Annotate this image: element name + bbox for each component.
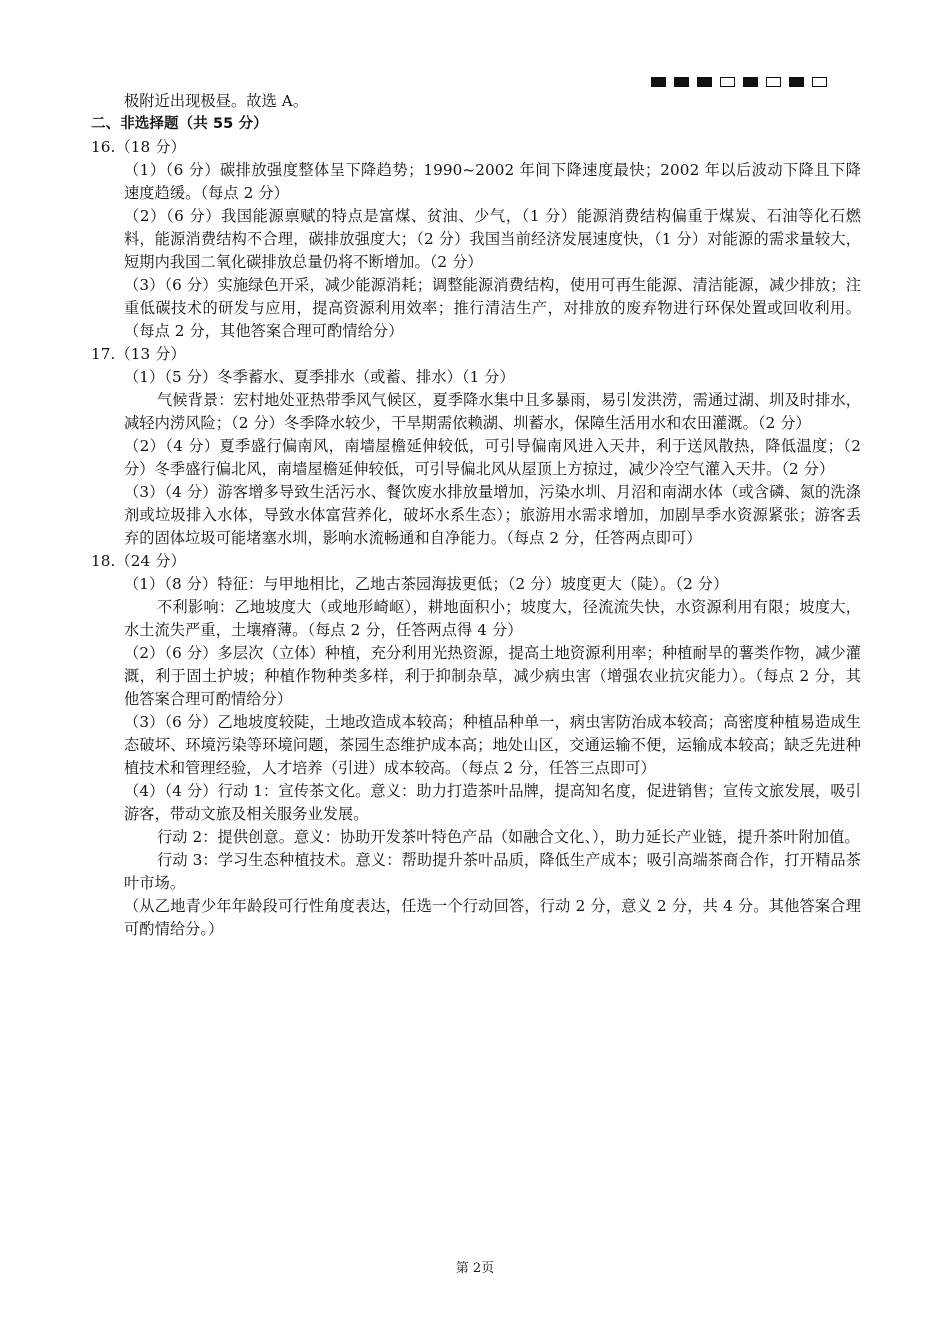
mark-square: [697, 77, 712, 87]
q16-part-3: （3）（6 分）实施绿色开采，减少能源消耗；调整能源消费结构，使用可再生能源、清洁能源，减少排放；注重低碳技术的研发与应用，提高资源利用效率；推行清洁生产，对排放的废弃物进行环保处置或回收利用。（每点 2 分，其他答案合理可酌情给分）: [124, 276, 861, 340]
mark-square: [743, 77, 758, 87]
q16-part-2: （2）（6 分）我国能源禀赋的特点是富煤、贫油、少气，（1 分）能源消费结构偏重于煤炭、石油等化石燃料，能源消费结构不合理，碳排放强度大；（2 分）我国当前经济发展速度快，（1 分）对能源的需求量较大，短期内我国二氧化碳排放总量仍将不断增加。（2 分）: [124, 207, 861, 271]
q18-part-4-action-2: 行动 2：提供创意。意义：协助开发茶叶特色产品（如融合文化、），助力延长产业链，提升茶叶附加值。: [157, 828, 860, 846]
question-18-heading: 18.（24 分）: [91, 552, 186, 570]
q17-part-3: （3）（4 分）游客增多导致生活污水、餐饮废水排放量增加，污染水圳、月沼和南湖水体（或含磷、氮的洗涤剂或垃圾排入水体，导致水体富营养化，破坏水系生态）；旅游用水需求增加，加剧旱季水资源紧张；游客丢弃的固体垃圾可能堵塞水圳，影响水流畅通和自净能力。（每点 2 分，任答两点即可）: [124, 483, 861, 547]
q18-scoring-note: （从乙地青少年年龄段可行性角度表达，任选一个行动回答，行动 2 分，意义 2 分，共 4 分。其他答案合理可酌情给分。）: [124, 897, 861, 938]
answer-content: [91, 90, 861, 941]
section-heading: 二、非选择题（共 55 分）: [91, 116, 268, 132]
mark-square: [789, 77, 804, 87]
mark-square: [720, 77, 735, 87]
q17-part-2: （2）（4 分）夏季盛行偏南风，南墙屋檐延伸较低，可引导偏南风进入天井，利于送风散热，降低温度；（2 分）冬季盛行偏北风，南墙屋檐延伸较低，可引导偏北风从屋顶上方掠过，减少冷空气灌入天井。（2 分）: [124, 437, 861, 478]
q18-part-1-impact: 不利影响：乙地坡度大（或地形崎岖），耕地面积小；坡度大，径流流失快，水资源利用有限；坡度大，水土流失严重，土壤瘠薄。（每点 2 分，任答两点得 4 分）: [124, 598, 861, 639]
page-number: 第 2页: [455, 1261, 495, 1276]
q16-part-1: （1）（6 分）碳排放强度整体呈下降趋势；1990~2002 年间下降速度最快；2002 年以后波动下降且下降速度趋缓。（每点 2 分）: [124, 161, 861, 202]
question-17-heading: 17.（13 分）: [91, 345, 186, 363]
header-marks: [651, 77, 827, 87]
prev-answer-tail: 极附近出现极昼。故选 A。: [124, 92, 309, 110]
question-16-heading: 16.（18 分）: [91, 138, 186, 156]
mark-square: [651, 77, 666, 87]
mark-square: [674, 77, 689, 87]
mark-square: [812, 77, 827, 87]
q17-part-1-climate: 气候背景：宏村地处亚热带季风气候区，夏季降水集中且多暴雨，易引发洪涝，需通过湖、圳及时排水，减轻内涝风险；（2 分）冬季降水较少，干旱期需依赖湖、圳蓄水，保障生活用水和农田灌溉。（2 分）: [124, 391, 861, 432]
q18-part-1: （1）（8 分）特征：与甲地相比，乙地古茶园海拔更低；（2 分）坡度更大（陡）。（2 分）: [124, 575, 729, 593]
q18-part-2: （2）（6 分）多层次（立体）种植，充分利用光热资源，提高土地资源利用率；种植耐旱的薯类作物，减少灌溉，利于固土护坡；种植作物种类多样，利于抑制杂草，减少病虫害（增强农业抗灾能力）。（每点 2 分，其他答案合理可酌情给分）: [124, 644, 861, 708]
q17-part-1: （1）（5 分）冬季蓄水、夏季排水（或蓄、排水）（1 分）: [124, 368, 515, 386]
q18-part-4: （4）（4 分）行动 1：宣传茶文化。意义：助力打造茶叶品牌，提高知名度，促进销售；宣传文旅发展，吸引游客，带动文旅及相关服务业发展。: [124, 782, 861, 823]
q18-part-4-action-3: 行动 3：学习生态种植技术。意义：帮助提升茶叶品质，降低生产成本；吸引高端茶商合作，打开精品茶叶市场。: [124, 851, 861, 892]
mark-square: [766, 77, 781, 87]
q18-part-3: （3）（6 分）乙地坡度较陡，土地改造成本较高；种植品种单一，病虫害防治成本较高；高密度种植易造成生态破坏、环境污染等环境问题，茶园生态维护成本高；地处山区，交通运输不便，运输成本较高；缺乏先进种植技术和管理经验，人才培养（引进）成本较高。（每点 2 分，任答三点即可）: [124, 713, 861, 777]
